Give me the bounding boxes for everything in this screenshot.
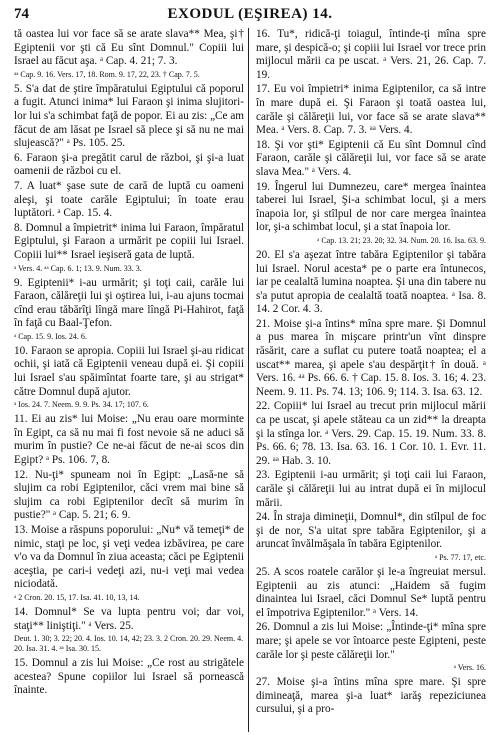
cross-reference-note: ᵃ Vers. 4. ᵃᵃ Cap. 6. 1; 13. 9. Num. 33. 3.	[14, 263, 142, 273]
verse-paragraph: 16. Tu*, ridică-ţi toiagul, întinde-ţi mîna spre mare, şi despică-o; şi copiii lui Israel vor trece prin mijlocul mării ca pe uscat. ᵃ Vers. 21, 26. Cap. 7. 19.	[256, 28, 486, 81]
page-number: 74	[14, 6, 29, 22]
verse-paragraph: 19. Îngerul lui Dumnezeu, care* mergea înaintea taberei lui Israel, Şi-a schimbat locul, şi a mers înapoia lor, şi stîlpul de nor care mergea înaintea lor, şi-a schimbat locul, şi a stat înapoia lor.	[256, 180, 486, 234]
right-column	[256, 28, 486, 732]
verse-paragraph: 9. Egiptenii* i-au urmărit; şi toţi caii, carăle lui Faraon, călăreţii lui şi oştirea lui, i-au ajuns tocmai cînd erau tăbărîţi lîngă mare lîngă Pi-Hahirot, faţă în faţă cu Baal-Ţefon.	[14, 276, 244, 330]
column-divider	[248, 28, 249, 732]
verse-paragraph: 17. Eu voi împietri* inima Egiptenilor, ca să intre în mare după ei. Şi Faraon şi toată oastea lui, carăle şi călăreţii lui, vor face să se arate slava** Mea. ᵃ Vers. 8. Cap. 7. 3. ᵃᵃ Vers. 4.	[256, 83, 486, 137]
cross-reference-note: ᵃᵃ Cap. 9. 16. Vers. 17, 18. Rom. 9. 17, 22, 23. † Cap. 7. 5.	[14, 69, 200, 79]
verse-paragraph: 23. Egiptenii i-au urmărit; şi toţi caii lui Faraon, carăle şi călăreţii lui au intrat după ei în mijlocul mării.	[256, 469, 486, 509]
cross-reference-note: ᵃ Cap. 15. 9. Ios. 24. 6.	[14, 331, 87, 341]
verse-paragraph: 7. A luat* şase sute de cară de luptă cu oameni aleşi, şi toate carăle Egiptului; în toate erau luptători. ᵃ Cap. 15. 4.	[14, 179, 244, 220]
verse-paragraph: 11. Ei au zis* lui Moise: „Nu erau oare morminte în Egipt, ca să nu mai fi fost nevoie să ne aduci să murim în pustie? Ce ne-ai făcut de ne-ai scos din Egipt? ᵃ Ps. 106. 7, 8.	[14, 413, 244, 467]
verse-paragraph: 8. Domnul a împietrit* inima lui Faraon, împăratul Egiptului, şi Faraon a urmărit pe copiii lui Israel. Copiii lui** Israel ieşiseră gata de luptă.	[14, 221, 244, 261]
left-column	[14, 28, 244, 732]
verse-paragraph: 6. Faraon şi-a pregătit carul de război, şi şi-a luat oamenii de război cu el.	[14, 151, 244, 178]
cross-reference-note: ᵃ Cap. 13. 21; 23. 20; 32. 34. Num. 20. 16. Isa. 63. 9.	[317, 235, 486, 245]
verse-paragraph: 24. În straja dimineţii, Domnul*, din stîlpul de foc şi de nor, S'a uitat spre tabăra Egiptenilor, şi a aruncat învălmăşala în tabăra Egiptenilor.	[256, 511, 486, 551]
verse-paragraph: 22. Copiii* lui Israel au trecut prin mijlocul mării ca pe uscat, şi apele stăteau ca un zid** la dreapta şi la stînga lor. ᵃ Vers. 29. Cap. 15. 19. Num. 33. 8. Ps. 66. 6; 78. 13. Isa. 63. 16. 1 Cor. 10. 1. Evr. 11. 29. ᵃᵃ Hab. 3. 10.	[256, 400, 486, 467]
cross-reference-note: ᵃ Ios. 24. 7. Neem. 9. 9. Ps. 34. 17; 107. 6.	[14, 400, 149, 410]
verse-paragraph: 13. Moise a răspuns poporului: „Nu* vă temeţi* de nimic, staţi pe loc, şi veţi vedea izbăvirea, pe care v'o va da Domnul în ziua aceasta; căci pe Egiptenii aceştia, pe cari-i vedeţi azi, nu-i veţi mai vedea niciodată.	[14, 524, 244, 591]
verse-paragraph: 15. Domnul a zis lui Moise: „Ce rost au strigătele acestea? Spune copiilor lui Israel să pornească înainte.	[14, 657, 244, 697]
verse-paragraph: 12. Nu-ţi* spuneam noi în Egipt: „Lasă-ne să slujim ca robi Egiptenilor, căci vrem mai bine să slujim ca robi Egiptenilor decît să murim în pustie?" ᵃ Cap. 5. 21; 6. 9.	[14, 468, 244, 522]
verse-paragraph: 20. El s'a aşezat între tabăra Egiptenilor şi tabăra lui Israel. Norul acesta* pe o parte era întunecos, iar pe cealaltă lumina noaptea. Şi una din tabere nu s'a putut apropia de cealaltă toată noaptea. ᵃ Isa. 8. 14. 2 Cor. 4. 3.	[256, 248, 486, 316]
verse-paragraph: 10. Faraon se apropia. Copiii lui Israel şi-au ridicat ochii, şi iată că Egiptenii veneau după ei. Şi copiii lui Israel s'au spăimîntat foarte tare, şi au strigat* către Domnul după ajutor.	[14, 344, 244, 398]
verse-paragraph: 14. Domnul* Se va lupta pentru voi; dar voi, staţi** liniştiţi." ᵃ Vers. 25.	[14, 605, 244, 632]
verse-paragraph: tă oastea lui vor face să se arate slava** Mea, şi† Egiptenii vor şti că Eu sînt Domnul." Copiii lui Israel au făcut aşa. ᵃ Cap. 4. 21; 7. 3.	[14, 28, 244, 68]
running-title: EXODUL (EŞIREA) 14.	[167, 6, 333, 22]
cross-reference-note: Deut. 1. 30; 3. 22; 20. 4. Ios. 10. 14, 42; 23. 3. 2 Cron. 20. 29. Neem. 4. 20. Isa. 31. 4. ᵃᵃ Isa. 30. 15.	[14, 634, 244, 654]
verse-paragraph: 27. Moise şi-a întins mîna spre mare. Şi spre dimineaţă, marea şi-a luat* iarăş repeziciunea cursului, şi a pro-	[256, 676, 486, 716]
verse-paragraph: 25. A scos roatele carălor şi le-a îngreuiat mersul. Egiptenii au zis atunci: „Haidem să fugim dinaintea lui Israel, căci Domnul Se* luptă pentru el împotriva Egiptenilor." ᵃ Vers. 14.	[256, 565, 486, 619]
cross-reference-note: ᵃ 2 Cron. 20. 15, 17. Isa. 41. 10, 13, 14.	[14, 592, 140, 602]
verse-paragraph: 21. Moise şi-a întins* mîna spre mare. Şi Domnul a pus marea în mişcare printr'un vînt dinspre răsărit, care a suflat cu putere toată noaptea; el a uscat** marea, şi apele s'au despărţit† în două. ᵃ Vers. 16. ᵃᵃ Ps. 66. 6. † Cap. 15. 8. Ios. 3. 16; 4. 23. Neem. 9. 11. Ps. 74. 13; 106. 9; 114. 3. Isa. 63. 12.	[256, 317, 486, 398]
cross-reference-note: ᵃ Ps. 77. 17, etc.	[434, 552, 486, 562]
cross-reference-note: ᵃ Vers. 16.	[453, 663, 486, 673]
verse-paragraph: 18. Şi vor şti* Egiptenii că Eu sînt Domnul cînd Faraon, carăle şi călăreţii lui, vor face să se arate slava Mea." ᵃ Vers. 4.	[256, 138, 486, 178]
verse-paragraph: 26. Domnul a zis lui Moise: „Întinde-ţi* mîna spre mare; şi apele se vor întoarce peste Egipteni, peste carăle lor şi peste călăreţii lor."	[256, 621, 486, 661]
verse-paragraph: 5. S'a dat de ştire împăratului Egiptului că poporul a fugit. Atunci inima* lui Faraon şi inima slujitorilor lui s'a schimbat faţă de popor. Ei au zis: „Ce am făcut de am lăsat pe Israel să plece şi să nu ne mai slujească?" ᵃ Ps. 105. 25.	[14, 82, 244, 150]
page-header	[14, 6, 486, 28]
